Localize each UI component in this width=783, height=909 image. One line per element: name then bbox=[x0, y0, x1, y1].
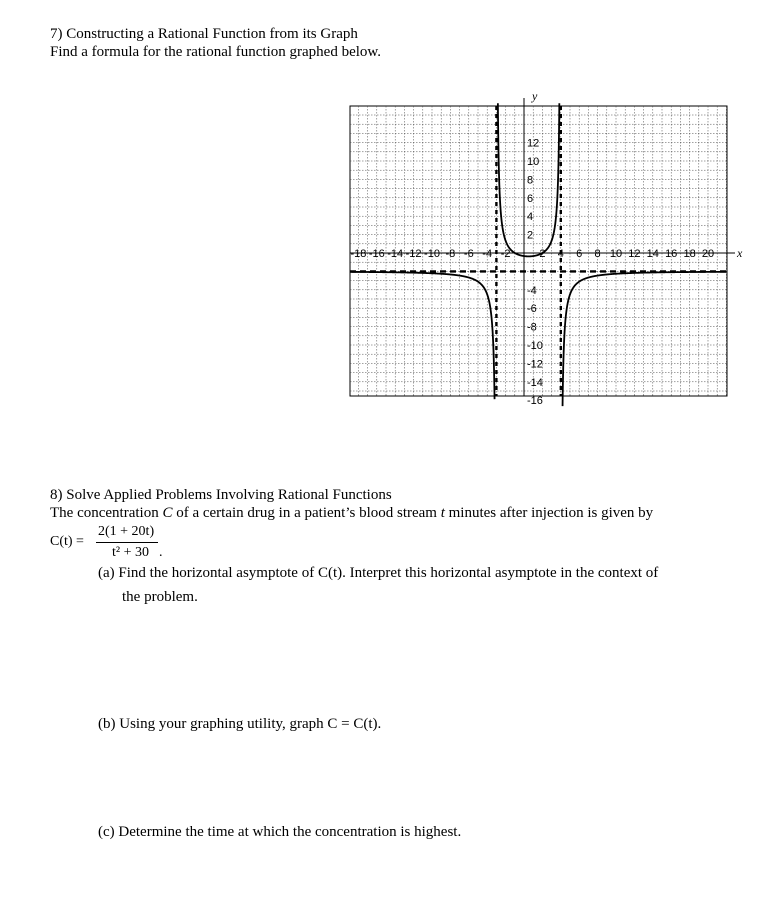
intro-var-c: C bbox=[162, 505, 173, 521]
y-tick-label: -12 bbox=[527, 358, 543, 371]
y-tick-label: 12 bbox=[527, 137, 540, 150]
x-tick-label: -18 bbox=[350, 248, 367, 260]
formula-numerator: 2(1 + 20t) bbox=[98, 524, 155, 539]
x-tick-label: 16 bbox=[665, 248, 678, 260]
x-tick-label: 4 bbox=[557, 248, 564, 260]
part-a-line1: (a) Find the horizontal asymptote of C(t). Interpret this horizontal asymptote in the context of bbox=[98, 565, 659, 581]
x-tick-label: -16 bbox=[368, 248, 385, 260]
formula-fraction-bar bbox=[96, 542, 158, 543]
intro-var-t: t bbox=[440, 505, 445, 521]
x-tick-label: 14 bbox=[646, 248, 659, 260]
intro-text-1: The concentration bbox=[50, 505, 163, 521]
part-c: (c) Determine the time at which the concentration is highest. bbox=[98, 824, 462, 840]
part-a-line2: the problem. bbox=[122, 589, 198, 605]
problem7-heading: 7) Constructing a Rational Function from its Graph bbox=[50, 26, 358, 42]
x-axis-label: x bbox=[737, 246, 743, 260]
x-tick-label: -10 bbox=[424, 248, 440, 260]
formula-period: . bbox=[159, 545, 163, 560]
x-tick-label: -6 bbox=[463, 248, 474, 260]
y-tick-label: 10 bbox=[527, 156, 540, 168]
y-tick-label: -8 bbox=[527, 321, 537, 334]
x-tick-label: 6 bbox=[576, 248, 583, 260]
problem7-instruction: Find a formula for the rational function graphed below. bbox=[50, 44, 382, 60]
problem8-intro bbox=[50, 504, 653, 522]
curve-right-branch bbox=[563, 272, 727, 406]
x-tick-label: -2 bbox=[500, 248, 511, 260]
x-tick-label: 8 bbox=[594, 248, 601, 260]
x-tick-label: -4 bbox=[482, 248, 493, 260]
y-tick-label: 2 bbox=[527, 229, 534, 242]
y-tick-label: -14 bbox=[527, 376, 543, 389]
y-tick-label: 6 bbox=[527, 192, 534, 205]
x-tick-label: -12 bbox=[405, 248, 422, 260]
x-tick-label: 10 bbox=[609, 248, 623, 260]
y-axis-label: y bbox=[532, 89, 538, 103]
intro-text-2: of a certain drug in a patient’s blood stream bbox=[172, 505, 441, 521]
graph-svg bbox=[350, 88, 750, 408]
part-b: (b) Using your graphing utility, graph C = C(t). bbox=[98, 716, 382, 732]
y-tick-label: 4 bbox=[527, 211, 534, 224]
y-tick-label: -10 bbox=[527, 340, 543, 352]
formula-lhs: C(t) = bbox=[50, 534, 84, 549]
formula-denominator: t² + 30 bbox=[112, 545, 149, 560]
x-tick-label: 18 bbox=[683, 248, 696, 260]
problem8-heading: 8) Solve Applied Problems Involving Rational Functions bbox=[50, 487, 392, 503]
rational-function-graph bbox=[350, 88, 750, 408]
y-tick-label: -4 bbox=[527, 284, 537, 297]
x-tick-label: -14 bbox=[387, 248, 404, 260]
curve-left-branch bbox=[350, 272, 494, 399]
x-tick-label: -8 bbox=[445, 248, 456, 260]
x-tick-label: 2 bbox=[539, 248, 546, 260]
x-tick-label: 20 bbox=[701, 248, 715, 260]
intro-text-3: minutes after injection is given by bbox=[444, 505, 654, 521]
y-tick-label: -16 bbox=[527, 395, 543, 408]
y-tick-label: 8 bbox=[527, 174, 534, 187]
x-tick-label: 12 bbox=[628, 248, 641, 260]
y-tick-label: -6 bbox=[527, 303, 537, 316]
